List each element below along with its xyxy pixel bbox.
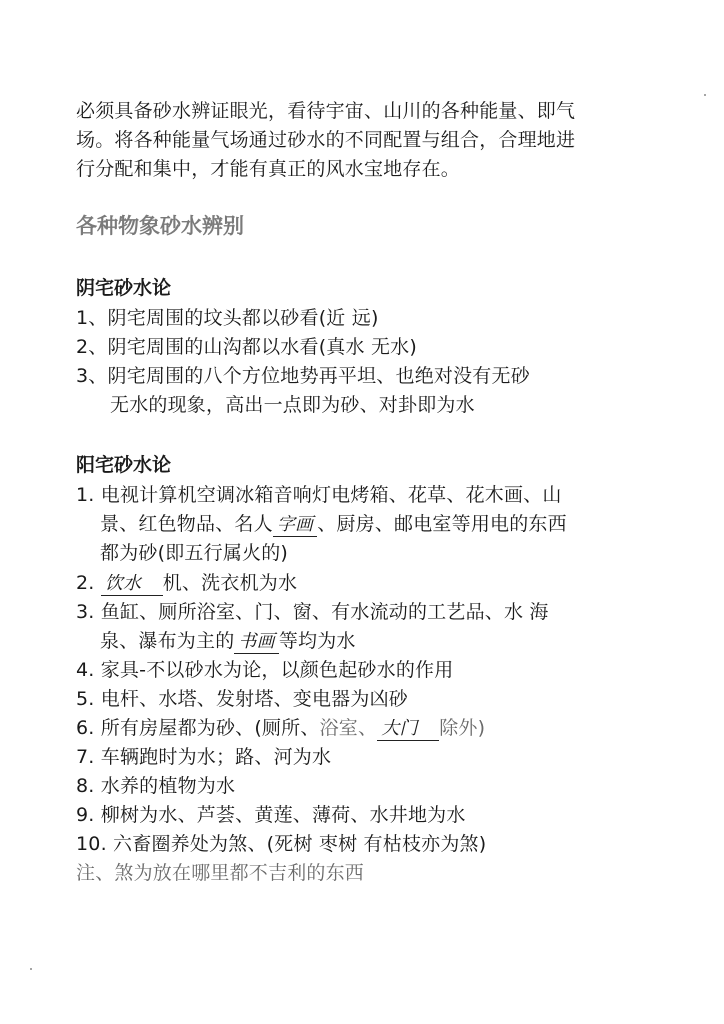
yang-item-3-line-2-start: 泉、瀑布为主的 [100,630,235,652]
yin-item-3-continued: 无水的现象，高出一点即为砂、对卦即为水 [110,394,475,416]
yang-item-3-line-2 [100,628,356,654]
yang-item-6-bathroom: 浴室 [319,717,358,739]
yang-item-1-line-3: 都为砂(即五行属火的) [100,542,289,564]
yang-item-1-line-2-start: 景、红色物品、名人 [100,513,273,535]
intro-line-3: 行分配和集中，才能有真正的风水宝地存在。 [76,158,461,180]
yang-item-9: 9. 柳树为水、芦荟、黄莲、薄荷、水井地为水 [76,804,466,826]
yang-item-2-number: 2. [76,572,95,594]
yang-item-7: 7. 车辆跑时为水；路、河为水 [76,746,332,768]
yang-item-8: 8. 水养的植物为水 [76,775,236,797]
yang-item-1-line-2-end: 、厨房、邮电室等用电的东西 [317,513,567,535]
yang-item-5: 5. 电杆、水塔、发射塔、变电器为凶砂 [76,688,408,710]
handwritten-annotation: 字画 [273,514,317,537]
intro-line-2: 场。将各种能量气场通过砂水的不同配置与组合，合理地进 [76,129,576,151]
yang-item-3-line-1: 3. 鱼缸、厕所浴室、门、窗、有水流动的工艺品、水 海 [76,601,549,623]
handwritten-annotation: 书画 [234,631,278,654]
yang-item-10: 10. 六畜圈养处为煞、(死树 枣树 有枯枝亦为煞) [76,833,487,855]
yang-item-6-end: 除外) [439,717,486,739]
scan-speck [30,968,32,970]
yang-item-6-start: 6. 所有房屋都为砂、(厕所、 [76,717,320,739]
yang-item-2-text: 机、洗衣机为水 [162,572,298,594]
yang-item-1-line-2 [100,511,567,537]
yang-item-2 [76,570,297,596]
yang-item-3-line-2-end: 等均为水 [278,630,356,652]
yin-item-1: 1、阴宅周围的坟头都以砂看(近 远) [76,307,379,329]
section-title: 各种物象砂水辨别 [76,214,244,238]
yang-item-1-line-1: 1. 电视计算机空调冰箱音响灯电烤箱、花草、花木画、山 [76,484,562,506]
handwritten-annotation: 大门 [377,718,439,741]
yin-section-title: 阴宅砂水论 [76,277,172,299]
yin-item-2: 2、阴宅周围的山沟都以水看(真水 无水) [76,336,417,358]
yang-note: 注、煞为放在哪里都不吉利的东西 [76,862,365,884]
yang-item-6 [76,715,485,741]
handwritten-annotation: 饮水 [101,573,163,596]
intro-line-1: 必须具备砂水辨证眼光，看待宇宙、山川的各种能量、即气 [76,100,576,122]
yang-item-4: 4. 家具-不以砂水为论，以颜色起砂水的作用 [76,659,454,681]
yang-item-6-separator: 、 [358,717,378,739]
yin-item-3: 3、阴宅周围的八个方位地势再平坦、也绝对没有无砂 [76,365,530,387]
scan-speck [704,94,706,96]
yang-section-title: 阳宅砂水论 [76,454,172,476]
